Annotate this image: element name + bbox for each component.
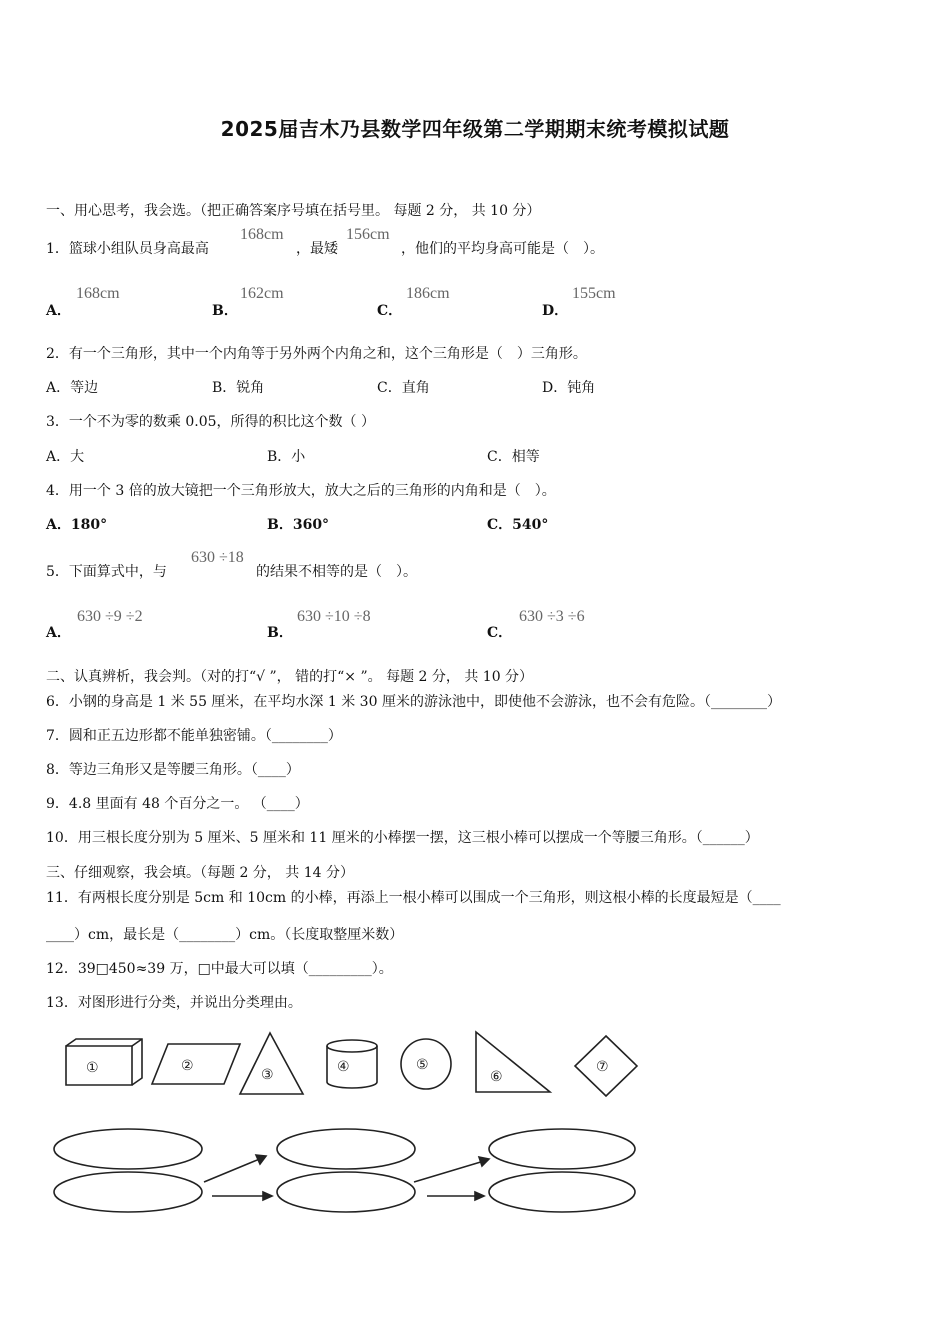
answer-oval-3 xyxy=(277,1129,415,1169)
section1-header: 一、用心思考，我会选。（把正确答案序号填在括号里。 每题 2 分， 共 10 分） xyxy=(46,203,541,219)
arrow-icon-3 xyxy=(414,1157,489,1182)
q5-option-a-label[interactable]: A． xyxy=(46,625,71,641)
q4-option-c[interactable]: C．540° xyxy=(487,517,549,533)
q1-option-c-value: 186cm xyxy=(406,285,450,302)
arrow-icon-1 xyxy=(204,1155,266,1182)
question-5-text-b: 的结果不相等的是（ ）。 xyxy=(256,564,417,580)
answer-oval-1 xyxy=(54,1129,202,1169)
question-4-text: 4．用一个 3 倍的放大镜把一个三角形放大，放大之后的三角形的内角和是（ ）。 xyxy=(46,483,556,499)
question-7-text: 7．圆和正五边形都不能单独密铺。（________） xyxy=(46,728,342,744)
question-1-text-a: 1．篮球小组队员身高最高 xyxy=(46,241,209,257)
shape-5-circle xyxy=(401,1039,451,1089)
shape-4-label: ④ xyxy=(337,1059,350,1075)
shape-1-label: ① xyxy=(86,1060,99,1076)
q1-option-a-label[interactable]: A． xyxy=(46,303,71,319)
q3-option-b[interactable]: B．小 xyxy=(267,449,306,465)
q1-option-c-label[interactable]: C． xyxy=(377,303,403,319)
shape-4-cylinder xyxy=(327,1040,377,1088)
q1-option-b-value: 162cm xyxy=(240,285,284,302)
section3-header: 三、仔细观察，我会填。（每题 2 分， 共 14 分） xyxy=(46,865,354,881)
q2-option-d[interactable]: D．钝角 xyxy=(542,380,596,396)
shape-6-right-triangle xyxy=(476,1032,550,1092)
answer-oval-6 xyxy=(489,1172,635,1212)
q1-option-b-label[interactable]: B． xyxy=(212,303,238,319)
arrow-icon-2 xyxy=(212,1192,272,1200)
q3-option-c[interactable]: C．相等 xyxy=(487,449,540,465)
question-13-text: 13．对图形进行分类，并说出分类理由。 xyxy=(46,995,302,1011)
q2-option-a[interactable]: A．等边 xyxy=(46,380,99,396)
shape-3-triangle xyxy=(240,1033,303,1094)
shape-6-label: ⑥ xyxy=(490,1069,503,1085)
question-11-text-b: ____）cm，最长是（________）cm。（长度取整厘米数） xyxy=(46,927,404,943)
page-title: 2025届吉木乃县数学四年级第二学期期末统考模拟试题 xyxy=(220,117,730,141)
arrow-icon-4 xyxy=(427,1192,484,1200)
shape-7-diamond xyxy=(575,1036,637,1096)
question-8-text: 8．等边三角形又是等腰三角形。（____） xyxy=(46,762,300,778)
q5-option-b-label[interactable]: B． xyxy=(267,625,293,641)
shape-classification-figure xyxy=(0,1020,950,1220)
q3-option-a[interactable]: A．大 xyxy=(46,449,85,465)
section2-header: 二、认真辨析，我会判。（对的打“√ ”， 错的打“× ”。 每题 2 分， 共 10 分） xyxy=(46,669,534,685)
answer-oval-4 xyxy=(277,1172,415,1212)
q4-option-a[interactable]: A．180° xyxy=(46,517,108,533)
q5-option-c-label[interactable]: C． xyxy=(487,625,513,641)
question-6-text: 6．小钢的身高是 1 米 55 厘米，在平均水深 1 米 30 厘米的游泳池中，即使他不会游泳，也不会有危险。（________） xyxy=(46,694,781,710)
shape-5-label: ⑤ xyxy=(416,1057,429,1073)
q2-option-c[interactable]: C．直角 xyxy=(377,380,430,396)
q5-option-a-value: 630 ÷9 ÷2 xyxy=(77,608,143,625)
q5-option-c-value: 630 ÷3 ÷6 xyxy=(519,608,585,625)
q1-option-d-value: 155cm xyxy=(572,285,616,302)
question-5-expression: 630 ÷18 xyxy=(191,549,244,566)
question-1-text-b: ，最矮 xyxy=(296,241,338,257)
question-12-text: 12．39□450≈39 万，□中最大可以填（_________）。 xyxy=(46,961,393,977)
question-11-text-a: 11．有两根长度分别是 5cm 和 10cm 的小棒，再添上一根小棒可以围成一个三角形，则这根小棒的长度最短是（____ xyxy=(46,890,781,906)
question-1-text-c: ，他们的平均身高可能是（ ）。 xyxy=(401,241,604,257)
q1-option-a-value: 168cm xyxy=(76,285,120,302)
shape-2-parallelogram xyxy=(152,1044,240,1084)
q2-option-b[interactable]: B．锐角 xyxy=(212,380,265,396)
q1-option-d-label[interactable]: D． xyxy=(542,303,569,319)
q5-option-b-value: 630 ÷10 ÷8 xyxy=(297,608,371,625)
answer-oval-2 xyxy=(54,1172,202,1212)
shape-2-label: ② xyxy=(181,1058,194,1074)
question-3-text: 3．一个不为零的数乘 0.05，所得的积比这个数（ ） xyxy=(46,414,375,430)
shape-3-label: ③ xyxy=(261,1067,274,1083)
question-10-text: 10．用三根长度分别为 5 厘米、5 厘米和 11 厘米的小棒摆一摆，这三根小棒可以摆成一个等腰三角形。（______） xyxy=(46,830,759,846)
answer-oval-5 xyxy=(489,1129,635,1169)
question-5-text-a: 5．下面算式中，与 xyxy=(46,564,167,580)
shape-7-label: ⑦ xyxy=(596,1059,609,1075)
shape-1-cuboid xyxy=(66,1039,142,1085)
question-1-min-height: 156cm xyxy=(346,226,390,243)
question-9-text: 9．4.8 里面有 48 个百分之一。 （____） xyxy=(46,796,309,812)
question-2-text: 2．有一个三角形，其中一个内角等于另外两个内角之和，这个三角形是（ ）三角形。 xyxy=(46,346,587,362)
q4-option-b[interactable]: B．360° xyxy=(267,517,330,533)
question-1-max-height: 168cm xyxy=(240,226,284,243)
